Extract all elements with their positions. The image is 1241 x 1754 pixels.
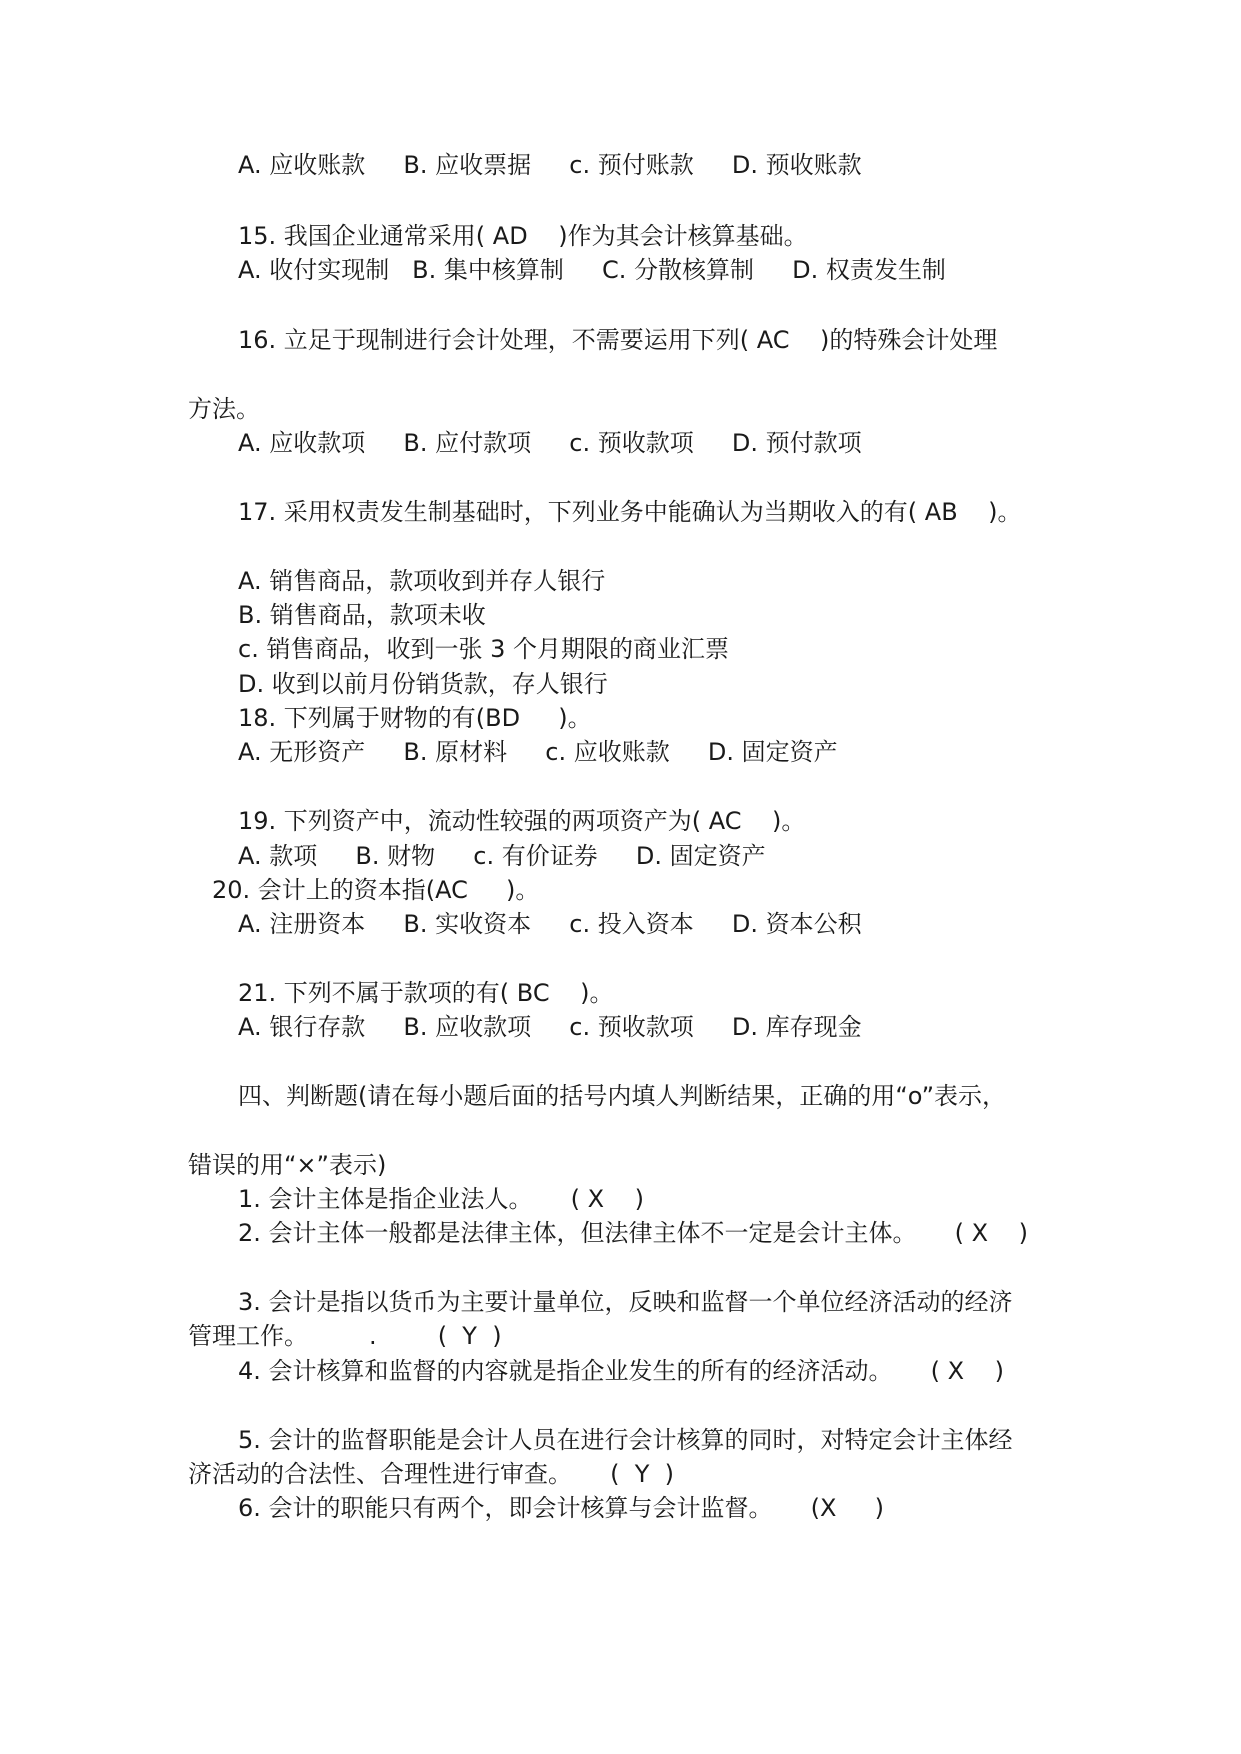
judgment-4: 4. 会计核算和监督的内容就是指企业发生的所有的经济活动。 ( X ) (238, 1357, 1004, 1385)
q17-option-b: B. 销售商品，款项未收 (238, 601, 486, 629)
judgment-1: 1. 会计主体是指企业法人。 ( X ) (238, 1185, 644, 1213)
judgment-3: 3. 会计是指以货币为主要计量单位，反映和监督一个单位经济活动的经济 (238, 1288, 1013, 1316)
question-21: 21. 下列不属于款项的有( BC )。 (238, 979, 614, 1007)
section-4-heading: 四、判断题(请在每小题后面的括号内填人判断结果，正确的用“o”表示， (238, 1082, 1007, 1110)
question-17: 17. 采用权责发生制基础时，下列业务中能确认为当期收入的有( AB )。 (238, 498, 1022, 526)
q18-options: A. 无形资产 B. 原材料 c. 应收账款 D. 固定资产 (238, 738, 838, 766)
q21-options: A. 银行存款 B. 应收款项 c. 预收款项 D. 库存现金 (238, 1013, 862, 1041)
question-16-cont: 方法。 (188, 395, 260, 423)
judgment-5: 5. 会计的监督职能是会计人员在进行会计核算的同时，对特定会计主体经 (238, 1426, 1013, 1454)
q17-option-a: A. 销售商品，款项收到并存人银行 (238, 567, 606, 595)
q15-options: A. 收付实现制 B. 集中核算制 C. 分散核算制 D. 权责发生制 (238, 256, 946, 284)
question-20: 20. 会计上的资本指(AC )。 (212, 876, 540, 904)
question-15: 15. 我国企业通常采用( AD )作为其会计核算基础。 (238, 222, 808, 250)
q16-options: A. 应收款项 B. 应付款项 c. 预收款项 D. 预付款项 (238, 429, 862, 457)
section-4-heading-cont: 错误的用“×”表示) (188, 1151, 387, 1179)
q17-option-d: D. 收到以前月份销货款，存人银行 (238, 670, 608, 698)
question-19: 19. 下列资产中，流动性较强的两项资产为( AC )。 (238, 807, 806, 835)
judgment-3-cont: 管理工作。 . ( Y ) (188, 1322, 502, 1350)
judgment-2: 2. 会计主体一般都是法律主体，但法律主体不一定是会计主体。 ( X ) (238, 1219, 1028, 1247)
question-16: 16. 立足于现制进行会计处理，不需要运用下列( AC )的特殊会计处理 (238, 326, 998, 354)
judgment-6: 6. 会计的职能只有两个，即会计核算与会计监督。 (X ) (238, 1494, 884, 1522)
judgment-5-cont: 济活动的合法性、合理性进行审查。 ( Y ) (188, 1460, 675, 1488)
q14-options: A. 应收账款 B. 应收票据 c. 预付账款 D. 预收账款 (238, 151, 862, 179)
question-18: 18. 下列属于财物的有(BD )。 (238, 704, 592, 732)
q19-options: A. 款项 B. 财物 c. 有价证券 D. 固定资产 (238, 842, 766, 870)
q20-options: A. 注册资本 B. 实收资本 c. 投入资本 D. 资本公积 (238, 910, 862, 938)
q17-option-c: c. 销售商品，收到一张 3 个月期限的商业汇票 (238, 635, 729, 663)
